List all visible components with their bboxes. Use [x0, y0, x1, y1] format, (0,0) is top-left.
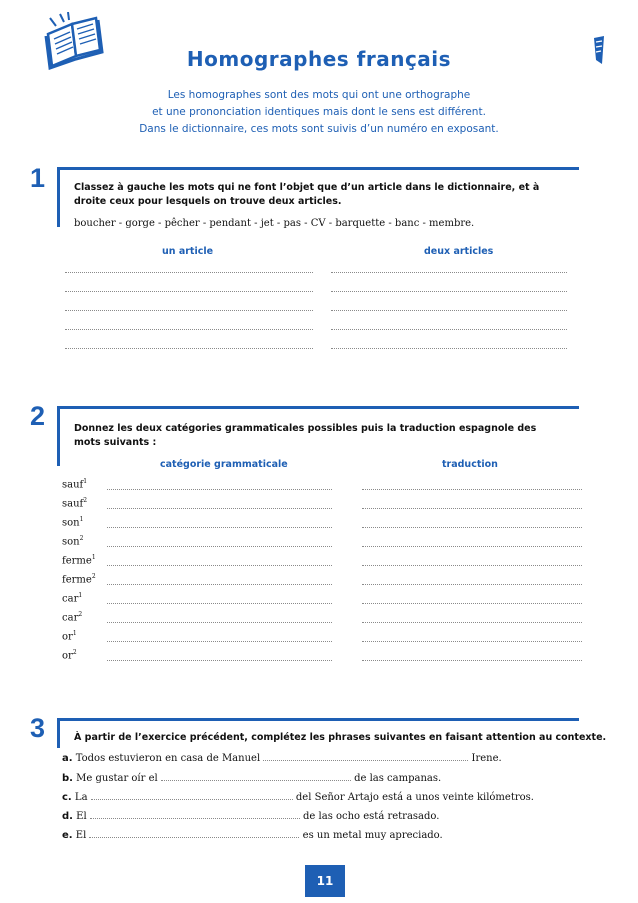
category-line[interactable] [107, 565, 332, 566]
category-line[interactable] [107, 508, 332, 509]
category-line[interactable] [107, 527, 332, 528]
category-line[interactable] [107, 622, 332, 623]
exercise-1-vertical-rule [57, 167, 60, 227]
exercise-2-instruction: Donnez les deux catégories grammaticales possibles puis la traduction espagnole des mots suivants : [74, 423, 537, 448]
translation-line[interactable] [362, 565, 582, 566]
exercise-1-instruction: Classez à gauche les mots qui ne font l’objet que d’un article dans le dictionnaire, et à droite ceux pour lesquels on trouve deux articles. [74, 182, 540, 207]
sentence-e-blank[interactable] [89, 837, 299, 838]
word-label: $or^1$ [62, 630, 77, 643]
sentence-d-blank[interactable] [90, 818, 300, 819]
word-label: car$^2$ [62, 611, 83, 624]
column-header-un-article: un article [162, 246, 214, 257]
exercise-2-horizontal-rule [57, 406, 579, 409]
translation-line[interactable] [362, 489, 582, 490]
sentence-c: c. La del Señor Artajo está a unos veinte kilómetros. [62, 792, 534, 803]
intro-line-1: Les homographes sont des mots qui ont une orthographe [167, 89, 471, 101]
exercise-1-number: 1 [30, 163, 46, 193]
answer-line-left-3[interactable] [65, 310, 313, 311]
category-line[interactable] [107, 660, 332, 661]
answer-line-right-5[interactable] [331, 348, 567, 349]
translation-line[interactable] [362, 641, 582, 642]
exercise-3-horizontal-rule [57, 718, 579, 721]
category-line[interactable] [107, 546, 332, 547]
word-label: ferme$^2$ [62, 573, 96, 586]
category-line[interactable] [107, 603, 332, 604]
exercise-2-number: 2 [30, 401, 46, 431]
translation-line[interactable] [362, 603, 582, 604]
intro-line-2: et une prononciation identiques mais dont le sens est différent. [152, 106, 486, 118]
answer-line-left-1[interactable] [65, 272, 313, 273]
intro-line-3: Dans le dictionnaire, ces mots sont suivis d’un numéro en exposant. [139, 123, 499, 135]
category-line[interactable] [107, 641, 332, 642]
answer-line-left-5[interactable] [65, 348, 313, 349]
page-number: 11 [305, 865, 345, 897]
answer-line-right-4[interactable] [331, 329, 567, 330]
answer-line-left-4[interactable] [65, 329, 313, 330]
translation-line[interactable] [362, 584, 582, 585]
answer-line-right-1[interactable] [331, 272, 567, 273]
translation-line[interactable] [362, 622, 582, 623]
exercise-3-number: 3 [30, 713, 46, 743]
column-header-categorie: catégorie grammaticale [160, 459, 288, 470]
word-label: son$^1$ [62, 516, 84, 529]
category-line[interactable] [107, 489, 332, 490]
exercise-3-vertical-rule [57, 718, 60, 748]
exercise-1-word-list: boucher - gorge - pêcher - pendant - jet - pas - CV - barquette - banc - membre. [74, 218, 475, 229]
sentence-b-blank[interactable] [161, 780, 351, 781]
answer-line-right-3[interactable] [331, 310, 567, 311]
exercise-1-horizontal-rule [57, 167, 579, 170]
exercise-3-instruction: À partir de l’exercice précédent, complétez les phrases suivantes en faisant attention au contexte. [74, 732, 607, 743]
sentence-a-blank[interactable] [263, 760, 468, 761]
column-header-deux-articles: deux articles [424, 246, 494, 257]
sentence-e: e. El es un metal muy apreciado. [62, 830, 443, 841]
word-label: sauf$^1$ [62, 478, 88, 491]
translation-line[interactable] [362, 660, 582, 661]
sentence-d: d. El de las ocho está retrasado. [62, 811, 440, 822]
sentence-b: b. Me gustar oír el de las campanas. [62, 773, 442, 784]
word-label: ferme$^1$ [62, 554, 96, 567]
translation-line[interactable] [362, 508, 582, 509]
answer-line-right-2[interactable] [331, 291, 567, 292]
sentence-a: a. Todos estuvieron en casa de Manuel Irene. [62, 753, 502, 764]
page-title: Homographes français [186, 47, 452, 71]
category-line[interactable] [107, 584, 332, 585]
exercise-2-vertical-rule [57, 406, 60, 466]
translation-line[interactable] [362, 546, 582, 547]
answer-line-left-2[interactable] [65, 291, 313, 292]
word-label: car$^1$ [62, 592, 83, 605]
translation-line[interactable] [362, 527, 582, 528]
column-header-traduction: traduction [442, 459, 498, 470]
word-label: sauf$^2$ [62, 497, 88, 510]
word-label: $or^2$ [62, 649, 77, 662]
sentence-c-blank[interactable] [91, 799, 293, 800]
word-label: son$^2$ [62, 535, 84, 548]
